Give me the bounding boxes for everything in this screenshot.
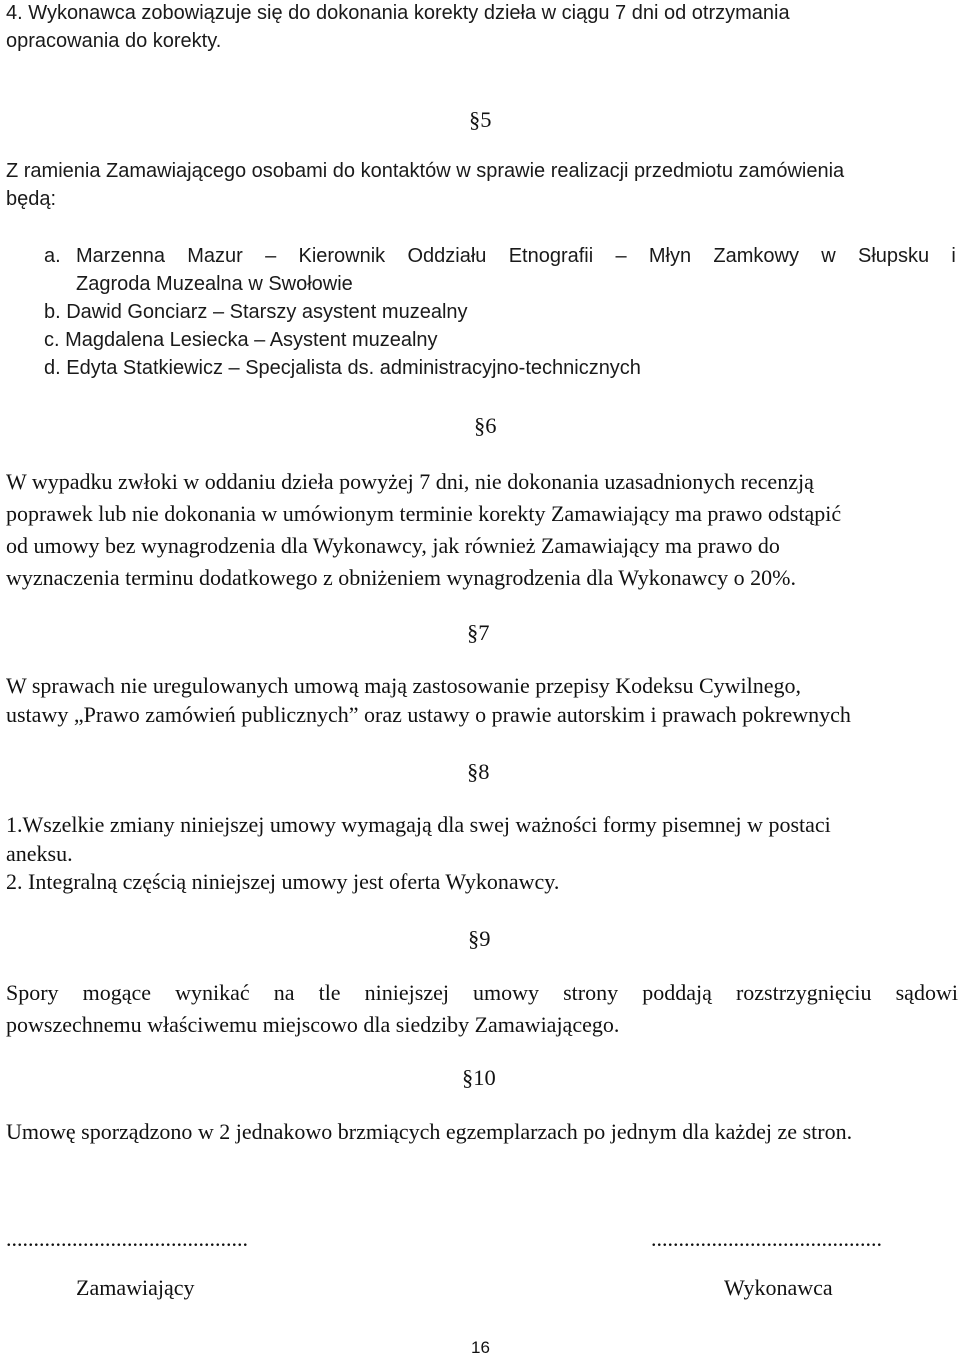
section-8-heading: §8 <box>467 759 490 784</box>
section-6-heading: §6 <box>474 413 497 438</box>
contact-d: d. Edyta Statkiewicz – Specjalista ds. administracyjno-technicznych <box>44 357 641 379</box>
section-9-word: strony <box>563 980 619 1005</box>
section-9-word: mogące <box>82 980 152 1005</box>
contact-a-word: Etnografii <box>508 245 594 267</box>
section-8-line-1: 1.Wszelkie zmiany niniejszej umowy wymagają dla swej ważności formy pisemnej w postaci <box>6 812 831 837</box>
section-9-line-2: powszechnemu właściwemu miejscowo dla siedziby Zamawiającego. <box>6 1012 620 1037</box>
contact-a-line-2: Zagroda Muzealna w Swołowie <box>76 273 353 295</box>
point-4-line-2: opracowania do korekty. <box>6 30 222 52</box>
contact-a-word: i <box>951 245 956 267</box>
contact-a-word: – <box>615 245 627 267</box>
section-7-heading: §7 <box>467 620 490 645</box>
section-5-intro-line-2: będą: <box>6 188 57 210</box>
contact-a-word: w <box>821 245 836 267</box>
section-9-heading: §9 <box>468 926 491 951</box>
section-10-line-1: Umowę sporządzono w 2 jednakowo brzmiących egzemplarzach po jednym dla każdej ze stron. <box>6 1119 853 1144</box>
signature-label-right: Wykonawca <box>724 1275 833 1300</box>
section-9-word: umowy <box>473 980 540 1005</box>
section-5-heading: §5 <box>469 107 492 132</box>
contact-a-word: Słupsku <box>857 245 930 267</box>
section-9-word: poddają <box>642 980 712 1005</box>
section-5-intro-line-1: Z ramienia Zamawiającego osobami do kontaktów w sprawie realizacji przedmiotu zamówienia <box>6 160 845 182</box>
section-9-word: niniejszej <box>364 980 449 1005</box>
contact-a-word: Kierownik <box>298 245 386 267</box>
contact-a-word: Oddziału <box>407 245 487 267</box>
section-6-line-1: W wypadku zwłoki w oddaniu dzieła powyżej 7 dni, nie dokonania uzasadnionych recenzją <box>6 469 814 494</box>
contact-c: c. Magdalena Lesiecka – Asystent muzealny <box>44 329 438 351</box>
signature-line-left: ............................................ <box>6 1226 248 1251</box>
section-6-line-2: poprawek lub nie dokonania w umówionym terminie korekty Zamawiający ma prawo odstąpić <box>6 501 842 526</box>
signature-line-right: .......................................... <box>651 1226 882 1251</box>
contact-a-word: Młyn <box>648 245 692 267</box>
section-9-word: rozstrzygnięciu <box>735 980 872 1005</box>
section-9-line-1 <box>6 980 958 1006</box>
contact-a-word: Mazur <box>187 245 243 267</box>
signature-label-left: Zamawiający <box>76 1275 195 1300</box>
section-6-line-4: wyznaczenia terminu dodatkowego z obniżeniem wynagrodzenia dla Wykonawcy o 20%. <box>6 565 796 590</box>
page-number: 16 <box>471 1338 490 1357</box>
section-9-word: na <box>273 980 295 1005</box>
section-7-line-1: W sprawach nie uregulowanych umową mają zastosowanie przepisy Kodeksu Cywilnego, <box>6 673 802 698</box>
contact-a-word: – <box>265 245 277 267</box>
section-9-word: sądowi <box>895 980 958 1005</box>
point-4-line-1: 4. Wykonawca zobowiązuje się do dokonania korekty dzieła w ciągu 7 dni od otrzymania <box>6 2 790 24</box>
contact-a-label: a. <box>44 245 61 267</box>
contact-b: b. Dawid Gonciarz – Starszy asystent muzealny <box>44 301 468 323</box>
section-9-word: tle <box>318 980 341 1005</box>
contact-a-word: Marzenna <box>76 245 165 267</box>
section-8-line-3: 2. Integralną częścią niniejszej umowy jest oferta Wykonawcy. <box>6 869 560 894</box>
section-8-line-2: aneksu. <box>6 841 73 866</box>
section-10-heading: §10 <box>462 1065 496 1090</box>
section-9-word: wynikać <box>175 980 250 1005</box>
section-7-line-2: ustawy „Prawo zamówień publicznych” oraz ustawy o prawie autorskim i prawach pokrewnych <box>6 702 851 727</box>
section-6-line-3: od umowy bez wynagrodzenia dla Wykonawcy, jak również Zamawiający ma prawo do <box>6 533 780 558</box>
contact-a-word: Zamkowy <box>713 245 799 267</box>
contact-a-line-1 <box>76 245 956 268</box>
section-9-word: Spory <box>6 980 59 1005</box>
